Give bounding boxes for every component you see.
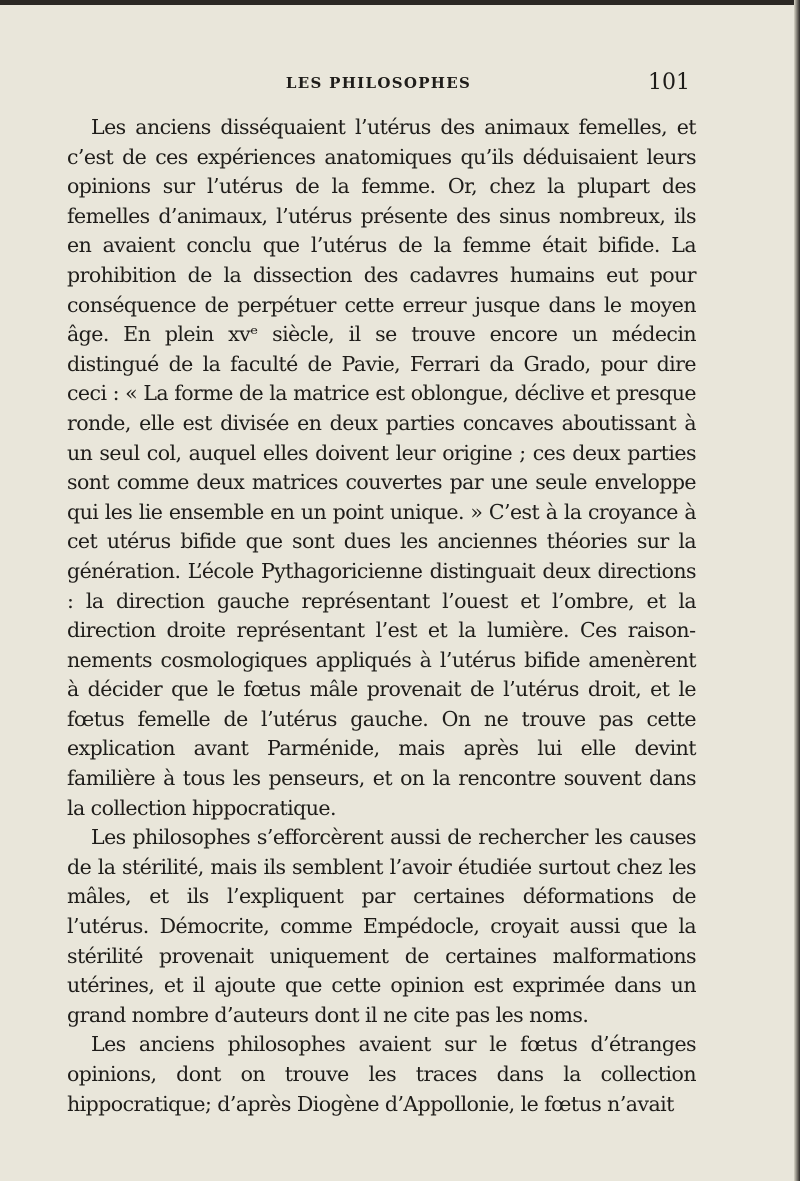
- paragraph-3: Les anciens philosophes avaient sur le fœtus d’étranges opinions, dont on trouve les traces dans la collection hippocratique; d’après Diogène d’Appollonie, le fœtus n’avait: [67, 1032, 696, 1116]
- running-title: LES PHILOSOPHES: [285, 74, 472, 92]
- page-top-edge: [0, 0, 800, 5]
- paragraph-2: Les philosophes s’efforcèrent aussi de rechercher les causes de la stérilité, mais ils semblent l’avoir étudiée surtout chez les mâles, et ils l’expliquent par certaines déformations de l’utérus. Démocrite, comme Empédocle, croyait aussi que la stérilité provenait uniquement de certaines malformations utérines, et il ajoute que cette opinion est exprimée dans un grand nombre d’auteurs dont il ne cite pas les noms.: [67, 825, 696, 1027]
- page-right-edge: [794, 0, 800, 1181]
- page-header: [67, 70, 690, 100]
- body-text: [67, 113, 696, 1119]
- paragraph-1: Les anciens disséquaient l’utérus des animaux femelles, et c’est de ces expériences anatomiques qu’ils déduisaient leurs opinions sur l’utérus de la femme. Or, chez la plupart des femelles d’animaux, l’utérus présente des sinus nombreux, ils en avaient conclu que l’utérus de la femme était bifide. La prohibition de la dissection des cadavres humains eut pour conséquence de perpétuer cette erreur jusque dans le moyen âge. En plein xvᵉ siècle, il se trouve encore un médecin distingué de la faculté de Pavie, Ferrari da Grado, pour dire ceci : « La forme de la matrice est oblongue, déclive et presque ronde, elle est divisée en deux parties concaves aboutissant à un seul col, auquel elles doivent leur origine ; ces deux parties sont comme deux matrices couvertes par une seule enveloppe qui les lie ensemble en un point unique. » C’est à la croyance à cet utérus bifide que sont dues les anciennes théories sur la génération. L’école Pythagoricienne distinguait deux directions : la direction gauche représentant l’ouest et l’ombre, et la direction droite représentant l’est et la lumière. Ces raisonnements cosmologiques appliqués à l’utérus bifide amenèrent à décider que le fœtus mâle provenait de l’utérus droit, et le fœtus femelle de l’utérus gauche. On ne trouve pas cette explication avant Parménide, mais après lui elle devint familière à tous les penseurs, et on la rencontre souvent dans la collection hippocratique.: [67, 115, 696, 820]
- page-number: 101: [648, 70, 690, 95]
